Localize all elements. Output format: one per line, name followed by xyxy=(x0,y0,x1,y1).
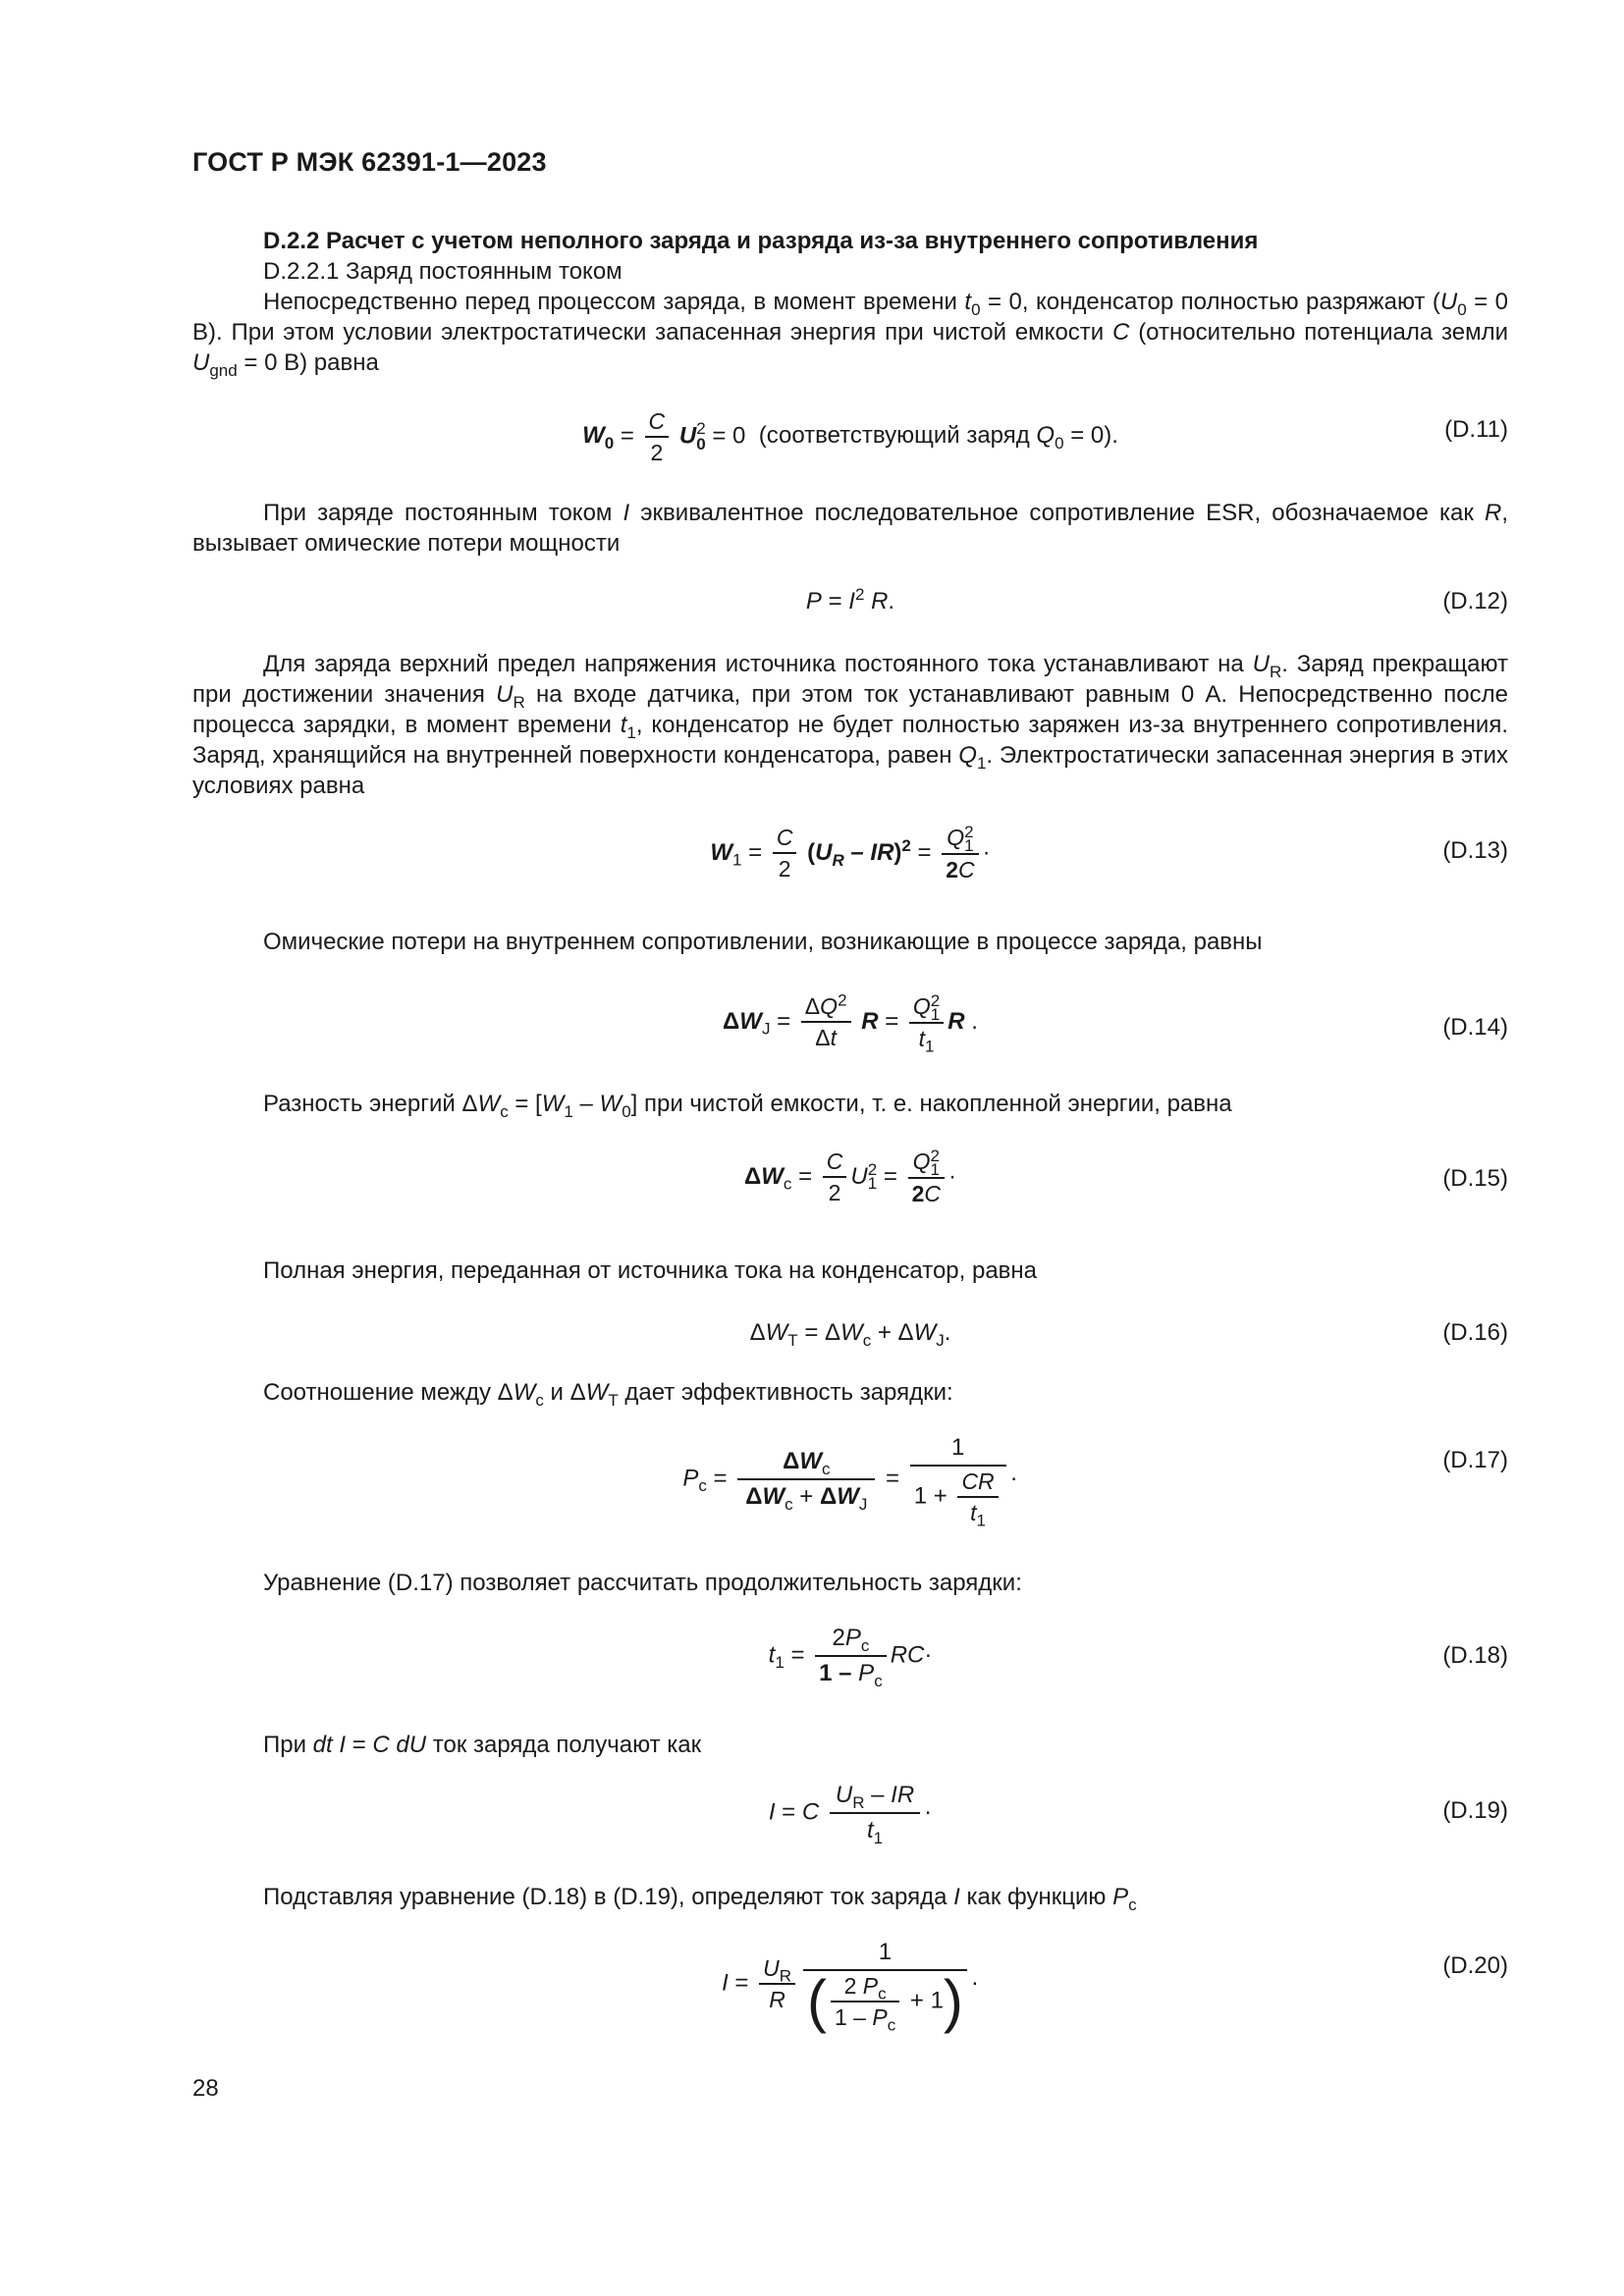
equation-number-d13: (D.13) xyxy=(1442,837,1508,864)
equation-d14: $\Delta W_J$ = $\frac{\Delta Q^2}{\Delta t}$ R = Q 2 1 $t_1$ R . xyxy=(723,990,978,1056)
section-title: D.2.2 Расчет с учетом неполного заряда и разряда из-за внутреннего сопротивления xyxy=(263,228,1259,254)
document-header: ГОСТ Р МЭК 62391-1—2023 xyxy=(192,147,547,177)
paragraph-4: Омические потери на внутреннем сопротивлении, возникающие в процессе заряда, равны xyxy=(263,929,1263,955)
equation-number-d19: (D.19) xyxy=(1442,1797,1508,1824)
equation-d11-note: (соответствующий заряд $Q_0 = 0$). xyxy=(758,422,1118,454)
equation-number-d15: (D.15) xyxy=(1442,1165,1508,1192)
equation-d20: I = $\frac{U_R}{R}$ 1 ( $\frac{2 P_c}{1 - P_c}$ + 1) · xyxy=(192,1936,1508,2032)
equation-d11: $W_0$ = $\frac{C}{2}$ U 2 0 = 0 (соответствующий заряд $Q_0 = 0$). xyxy=(582,408,1118,465)
equation-d12: $P = I^2$ R. xyxy=(805,585,895,614)
equation-number-d18: (D.18) xyxy=(1442,1642,1508,1669)
equation-d19: I = C $\frac{U_R - IR}{t_1}$ · xyxy=(192,1779,1508,1847)
equation-d17: $P_c$ = $\Delta W_c$ $\Delta W_c + \Delta W_J$ = 1 1 + $\frac{CR}{t_1}$ · xyxy=(192,1431,1508,1527)
paragraph-2: При заряде постоянным током I эквивалентное последовательное сопротивление ESR, обозначаемое как R, вызывает омические потери мощности xyxy=(192,500,1508,557)
paragraph-9: При dt I = C dU ток заряда получают как xyxy=(263,1732,702,1758)
paragraph-3: Для заряда верхний предел напряжения источника постоянного тока устанавливают на $U_R$. Заряд прекращают при достижении значения $U_R$ на входе датчика, при этом ток устанавливают равным 0 А. Непосредственно после процесса зарядки, в момент времени $t_1$, конденсатор не будет полностью заряжен из-за внутреннего сопротивления. Заряд, хранящийся на внутренней поверхности конденсатора, равен $Q_1$. Электростатически запасенная энергия в этих условиях равна xyxy=(192,651,1508,799)
paragraph-6: Полная энергия, переданная от источника тока на конденсатор, равна xyxy=(263,1257,1038,1284)
equation-d18: $t_1$ = $\frac{2P_c}{1 - P_c}$ RC· xyxy=(192,1622,1508,1690)
paragraph-7: Соотношение между $\Delta W_c$ и $\Delta W_T$ дает эффективность зарядки: xyxy=(263,1379,953,1410)
equation-number-d14: (D.14) xyxy=(1442,1014,1508,1041)
equation-d13: $W_1$ = $\frac{C}{2}$ $(U_R - IR)^2$ = Q 2 1 2C · xyxy=(710,822,991,882)
equation-number-d12: (D.12) xyxy=(1442,588,1508,614)
subsection-title: D.2.2.1 Заряд постоянным током xyxy=(263,258,623,285)
page-number: 28 xyxy=(192,2075,219,2102)
paragraph-10: Подставляя уравнение (D.18) в (D.19), определяют ток заряда I как функцию $P_c$ xyxy=(263,1884,1137,1914)
paragraph-8: Уравнение (D.17) позволяет рассчитать продолжительность зарядки: xyxy=(263,1570,1022,1596)
paragraph-5: Разность энергий $\Delta W_c = [W_1 - W_0]$ при чистой емкости, т. е. накопленной энергии, равна xyxy=(263,1091,1232,1121)
equation-d16: $\Delta W_T = \Delta W_c + \Delta W_J$. xyxy=(749,1319,951,1350)
paragraph-1: Непосредственно перед процессом заряда, в момент времени $t_0 = 0$, конденсатор полностью разряжают ($U_0 = 0$ В). При этом условии электростатически запасенная энергия при чистой емкости C (относительно потенциала земли $U_{gnd} = 0$ В) равна xyxy=(192,289,1509,380)
equation-number-d17: (D.17) xyxy=(1442,1447,1508,1473)
equation-number-d20: (D.20) xyxy=(1442,1952,1508,1979)
equation-number-d11: (D.11) xyxy=(1444,416,1508,443)
equation-d15: $\Delta W_c$ = $\frac{C}{2}$ U 2 1 = Q 2 1 2C · xyxy=(744,1146,956,1206)
equation-number-d16: (D.16) xyxy=(1442,1319,1508,1346)
